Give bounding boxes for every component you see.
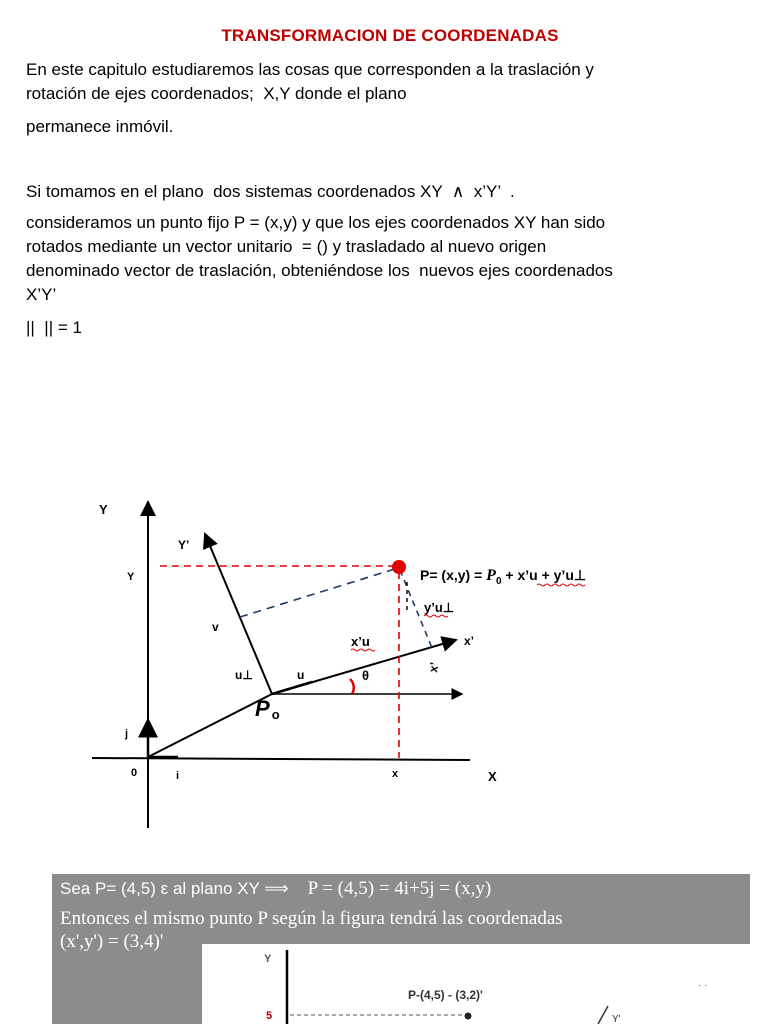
- example-line-1-formula: P = (4,5) = 4i+5j = (x,y): [307, 878, 492, 899]
- example-line-1-text: Sea P= (4,5) ε al plano XY ⟹: [60, 879, 289, 898]
- angle-arc: [350, 679, 354, 694]
- label-xu: x’u: [351, 634, 370, 649]
- inset-y-prime-axis: [598, 1006, 608, 1024]
- label-vec-j: j: [125, 728, 129, 740]
- label-y-tick: Y: [127, 571, 135, 583]
- label-p0: Po: [255, 696, 280, 722]
- example-line-2: Entonces el mismo punto P según la figura tendrá las coordenadas: [60, 908, 563, 929]
- label-yu-perp: y’u⊥: [424, 600, 455, 615]
- label-axis-y-prime: Y’: [178, 538, 190, 552]
- systems-line-3: rotados mediante un vector unitario = () y trasladado al nuevo origen: [26, 237, 547, 256]
- label-u-perp: u⊥: [235, 668, 253, 682]
- systems-line-1: Si tomamos en el plano dos sistemas coordenados XY ∧ x’Y’ .: [26, 182, 515, 201]
- label-x-tick: x: [392, 768, 399, 780]
- example-box: [52, 874, 750, 1024]
- dashed-projection-y: [240, 568, 398, 617]
- coordinate-transformation-diagram: [0, 490, 768, 840]
- inset-dots: · ·: [698, 980, 708, 991]
- point-p: [392, 560, 406, 574]
- label-vec-i: i: [176, 770, 180, 782]
- inset-point: [465, 1013, 472, 1020]
- norm-equation: || || = 1: [26, 318, 82, 337]
- vector-u: [272, 682, 312, 694]
- example-line-1: [60, 878, 491, 900]
- label-u: u: [297, 668, 305, 682]
- label-theta: θ: [362, 668, 370, 683]
- inset-y-prime: Y': [612, 1014, 621, 1024]
- label-v: v: [212, 620, 219, 634]
- page-title: TRANSFORMACION DE COORDENADAS: [221, 26, 559, 45]
- label-axis-x-prime: x’: [464, 634, 475, 648]
- label-x-prime-mark: x’: [426, 661, 442, 674]
- squiggle-point: [537, 584, 585, 586]
- intro-line-1: En este capitulo estudiaremos las cosas que corresponden a la traslación y: [26, 60, 594, 79]
- label-point-p: $P= (x,y) = P_0$ + x’u + y’u⊥: [420, 567, 587, 587]
- intro-line-2: rotación de ejes coordenados; X,Y donde el plano: [26, 84, 407, 103]
- translation-vector: [148, 694, 272, 757]
- intro-line-3: permanece inmóvil.: [26, 117, 174, 136]
- example-line-3: (x',y') = (3,4)': [60, 931, 164, 952]
- inset-axis-y: Y: [264, 953, 272, 965]
- systems-line-5: X’Y’: [26, 285, 57, 304]
- inset-figure: [202, 944, 750, 1024]
- inset-label: P-(4,5) - (3,2)': [408, 988, 483, 1002]
- squiggle-xu: [351, 649, 375, 651]
- label-axis-x: X: [488, 769, 497, 784]
- label-axis-y: Y: [99, 502, 108, 517]
- inset-figure-svg: [202, 944, 750, 1024]
- systems-line-4: denominado vector de traslación, obteniéndose los nuevos ejes coordenados: [26, 261, 613, 280]
- label-origin: 0: [131, 767, 138, 779]
- squiggle-yu: [424, 615, 448, 617]
- inset-tick-5: 5: [266, 1010, 273, 1022]
- systems-line-2: consideramos un punto fijo P = (x,y) y que los ejes coordenados XY han sido: [26, 213, 606, 232]
